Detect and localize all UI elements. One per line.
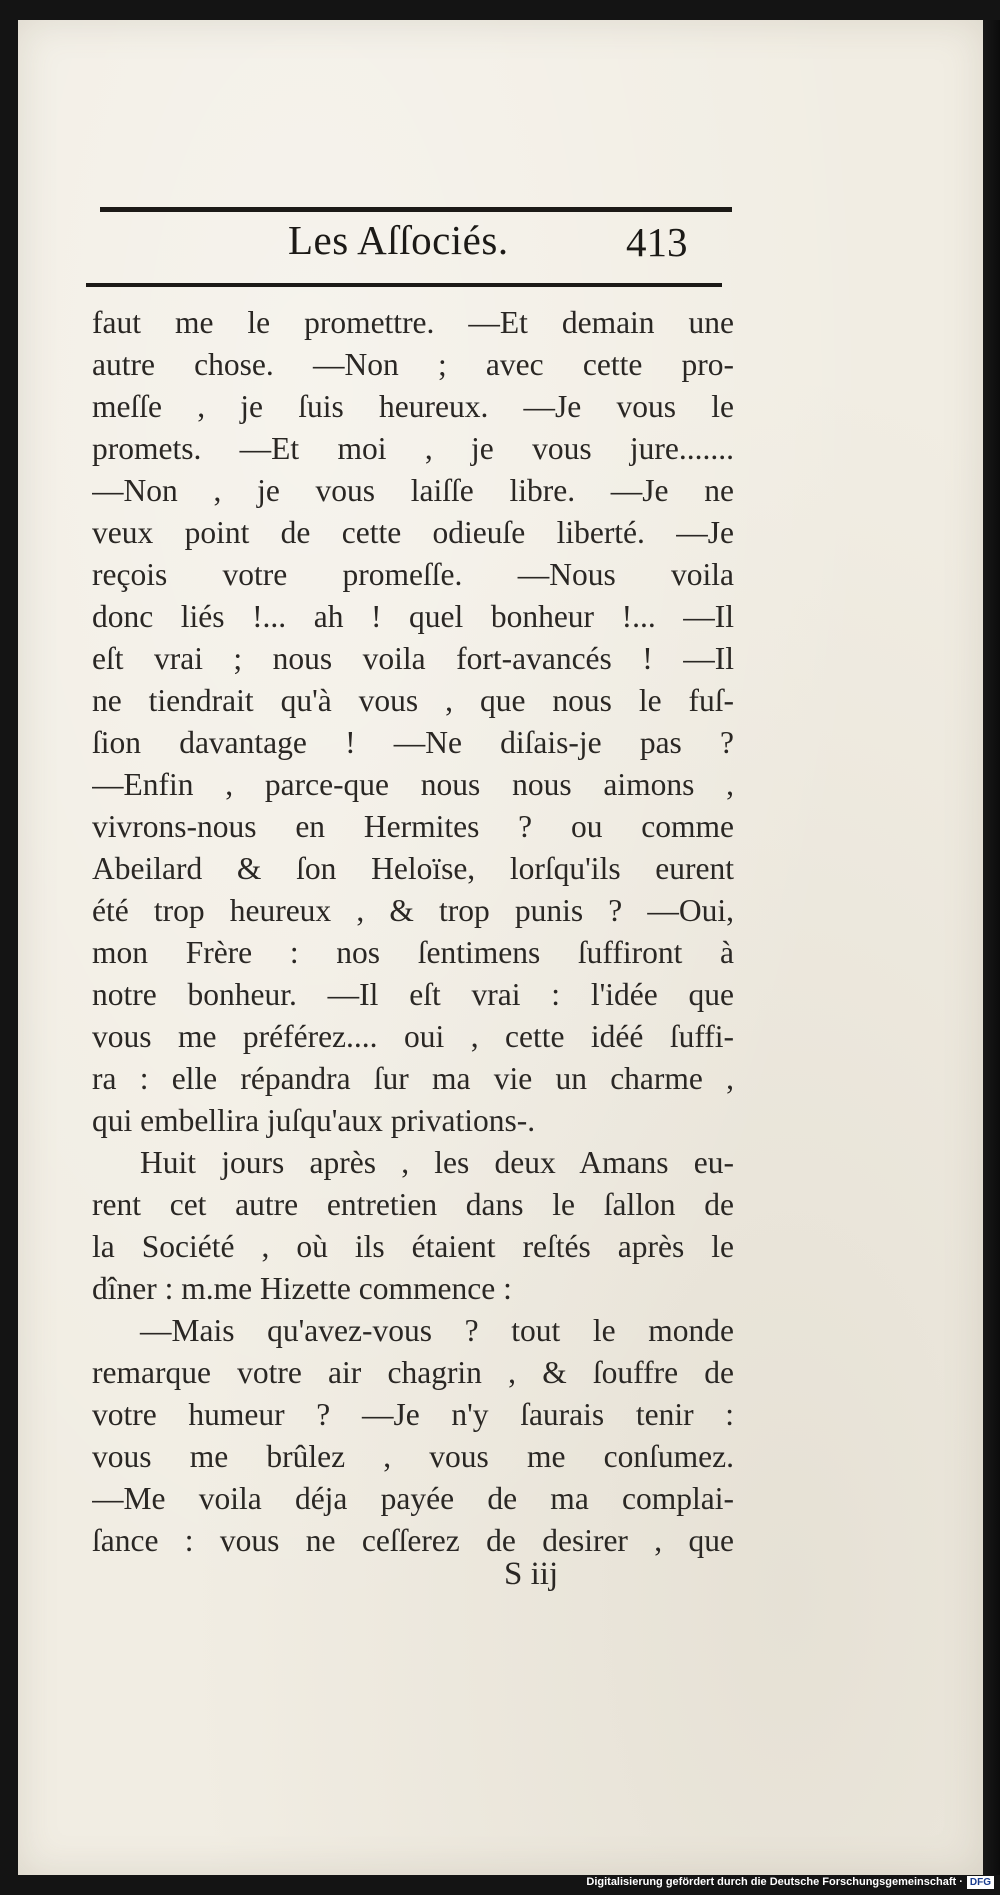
text-line: promets. —Et moi , je vous jure....... xyxy=(92,431,734,466)
text-line: —Non , je vous laiſſe libre. —Je ne xyxy=(92,473,734,508)
text-line: vous me préférez.... oui , cette idéé ſuffi- xyxy=(92,1019,734,1054)
text-line: été trop heureux , & trop punis ? —Oui, xyxy=(92,893,734,928)
text-line: reçois votre promeſſe. —Nous voila xyxy=(92,557,734,592)
text-line: remarque votre air chagrin , & ſouffre de xyxy=(92,1355,734,1390)
book-page xyxy=(18,20,983,1875)
body-text xyxy=(92,302,734,1562)
dfg-logo: DFG xyxy=(967,1876,994,1889)
credit-text: Digitalisierung gefördert durch die Deutsche Forschungsgemeinschaft · xyxy=(586,1876,963,1888)
signature-mark: S iij xyxy=(504,1556,559,1592)
text-line: ſion davantage ! —Ne diſais-je pas ? xyxy=(92,725,734,760)
running-title: Les Aſſociés. xyxy=(288,217,509,263)
text-line: —Me voila déja payée de ma complai- xyxy=(92,1481,734,1516)
text-line: rent cet autre entretien dans le ſallon de xyxy=(92,1187,734,1222)
text-line: autre chose. —Non ; avec cette pro- xyxy=(92,347,734,382)
text-line: Abeilard & ſon Heloïse, lorſqu'ils eurent xyxy=(92,851,734,886)
text-line: faut me le promettre. —Et demain une xyxy=(92,305,734,340)
text-line: meſſe , je ſuis heureux. —Je vous le xyxy=(92,389,734,424)
text-line: votre humeur ? —Je n'y ſaurais tenir : xyxy=(92,1397,734,1432)
text-line: Huit jours après , les deux Amans eu- xyxy=(140,1145,734,1180)
text-line: eſt vrai ; nous voila fort-avancés ! —Il xyxy=(92,641,734,676)
text-line: ne tiendrait qu'à vous , que nous le fuſ- xyxy=(92,683,734,718)
text-line: ra : elle répandra ſur ma vie un charme , xyxy=(92,1061,734,1096)
text-line: la Société , où ils étaient reſtés après le xyxy=(92,1229,734,1264)
text-line: —Enfin , parce-que nous nous aimons , xyxy=(92,767,734,802)
text-line: dîner : m.me Hizette commence : xyxy=(92,1271,512,1306)
digitization-credit xyxy=(586,1873,994,1891)
page-number: 413 xyxy=(626,219,688,265)
text-line: —Mais qu'avez-vous ? tout le monde xyxy=(140,1313,734,1348)
text-line: ſance : vous ne ceſſerez de desirer , que xyxy=(92,1523,734,1558)
text-line: veux point de cette odieuſe liberté. —Je xyxy=(92,515,734,550)
header-rule-top xyxy=(100,207,732,212)
text-line: vivrons-nous en Hermites ? ou comme xyxy=(92,809,734,844)
text-line: vous me brûlez , vous me conſumez. xyxy=(92,1439,734,1474)
header-rule-bottom xyxy=(86,283,722,287)
text-line: notre bonheur. —Il eſt vrai : l'idée que xyxy=(92,977,734,1012)
text-line: mon Frère : nos ſentimens ſuffiront à xyxy=(92,935,734,970)
text-line: qui embellira juſqu'aux privations-. xyxy=(92,1103,536,1138)
text-line: donc liés !... ah ! quel bonheur !... —Il xyxy=(92,599,734,634)
